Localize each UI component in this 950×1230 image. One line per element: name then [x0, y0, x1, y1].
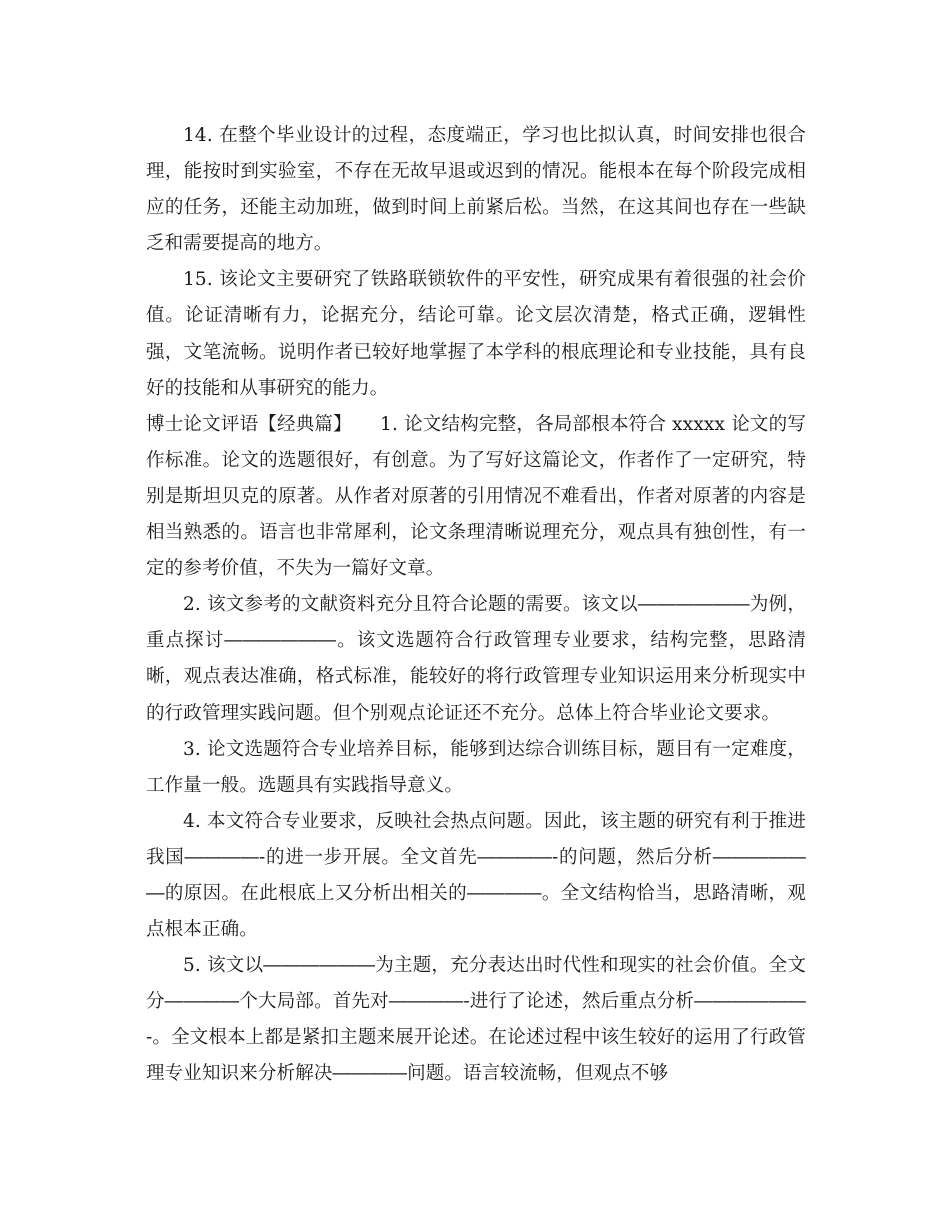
paragraph-2: 2. 该文参考的文献资料充分且符合论题的需要。该文以――――――为例，重点探讨――――――。该文选题符合行政管理专业要求，结构完整，思路清晰，观点表达准确，格式标准，能较好的将行政管理专业知识运用来分析现实中的行政管理实践问题。但个别观点论证还不充分。总体上符合毕业论文要求。 — [146, 594, 806, 724]
paragraph-14: 14. 在整个毕业设计的过程，态度端正，学习也比拟认真，时间安排也很合理，能按时到实验室，不存在无故早退或迟到的情况。能根本在每个阶段完成相应的任务，还能主动加班，做到时间上前紧后松。当然，在这其间也存在一些缺乏和需要提高的地方。 — [146, 125, 806, 255]
paragraph-5: 5. 该文以――――――为主题，充分表达出时代性和现实的社会价值。全文分――――个大局部。首先对――――-进行了论述，然后重点分析――――――-。全文根本上都是紧扣主题来展开论述。在论述过程中该生较好的运用了行政管理专业知识来分析解决――――问题。语言较流畅，但观点不够 — [146, 955, 806, 1085]
paragraph-3: 3. 论文选题符合专业培养目标，能够到达综合训练目标，题目有一定难度，工作量一般。选题具有实践指导意义。 — [146, 738, 806, 796]
paragraph-4: 4. 本文符合专业要求，反映社会热点问题。因此，该主题的研究有利于推进我国――――-的进一步开展。全文首先――――-的问题，然后分析――――――的原因。在此根底上又分析出相关的――――。全文结构恰当，思路清晰，观点根本正确。 — [146, 810, 806, 941]
paragraph-15: 15. 该论文主要研究了铁路联锁软件的平安性，研究成果有着很强的社会价值。论证清晰有力，论据充分，结论可靠。论文层次清楚，格式正确，逻辑性强，文笔流畅。说明作者已较好地掌握了本学科的根底理论和专业技能，具有良好的技能和从事研究的能力。 — [146, 269, 806, 399]
paragraph-phd-review-1: 博士论文评语【经典篇】 1. 论文结构完整，各局部根本符合 xxxxx 论文的写作标准。论文的选题很好，有创意。为了写好这篇论文，作者作了一定研究，特别是斯坦贝克的原著。从作者对原著的引用情况不难看出，作者对原著的内容是相当熟悉的。语言也非常犀利，论文条理清晰说理充分，观点具有独创性，有一定的参考价值，不失为一篇好文章。 — [146, 413, 806, 580]
document-body — [146, 118, 806, 1093]
